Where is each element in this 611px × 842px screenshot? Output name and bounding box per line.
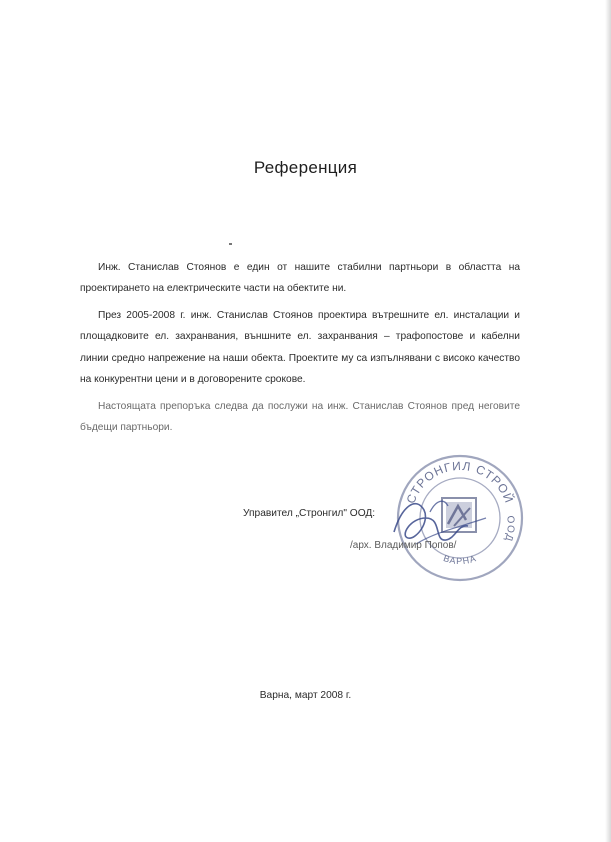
stamp-bottom-text: ВАРНА (442, 553, 478, 567)
paragraph-projects (80, 305, 520, 390)
signatory-name: /арх. Владимир Попов/ (350, 540, 457, 551)
paragraph-projects-text: През 2005-2008 г. инж. Станислав Стоянов проектира вътрешните ел. инсталации и площадковите ел. захранвания, външните ел. захранвания – трафопостове и кабелни линии средно напрежение на наши обекта. Проектите му са изпълнявани с високо качество на конкурентни цени и в договорените срокове. (80, 310, 520, 385)
scan-edge-shadow (605, 0, 611, 842)
signatory-label: Управител „Стронгил" ООД: (243, 508, 376, 519)
scan-speck (229, 243, 232, 245)
paragraph-partnership-text: Инж. Станислав Стоянов е един от нашите стабилни партньори в областта на проектирането на електрическите части на обектите ни. (80, 262, 520, 295)
paragraph-recommendation (80, 396, 520, 439)
place-and-date: Варна, март 2008 г. (259, 690, 352, 701)
paragraph-partnership (80, 257, 520, 300)
paragraph-recommendation-text: Настоящата препоръка следва да послужи на инж. Станислав Стоянов пред неговите бъдещи партньори. (80, 401, 520, 434)
stamp-right-text: ООД (502, 515, 516, 544)
document-title: Референция (253, 158, 358, 177)
stamp-top-text: СТРОНГИЛ СТРОЙ (403, 458, 517, 506)
